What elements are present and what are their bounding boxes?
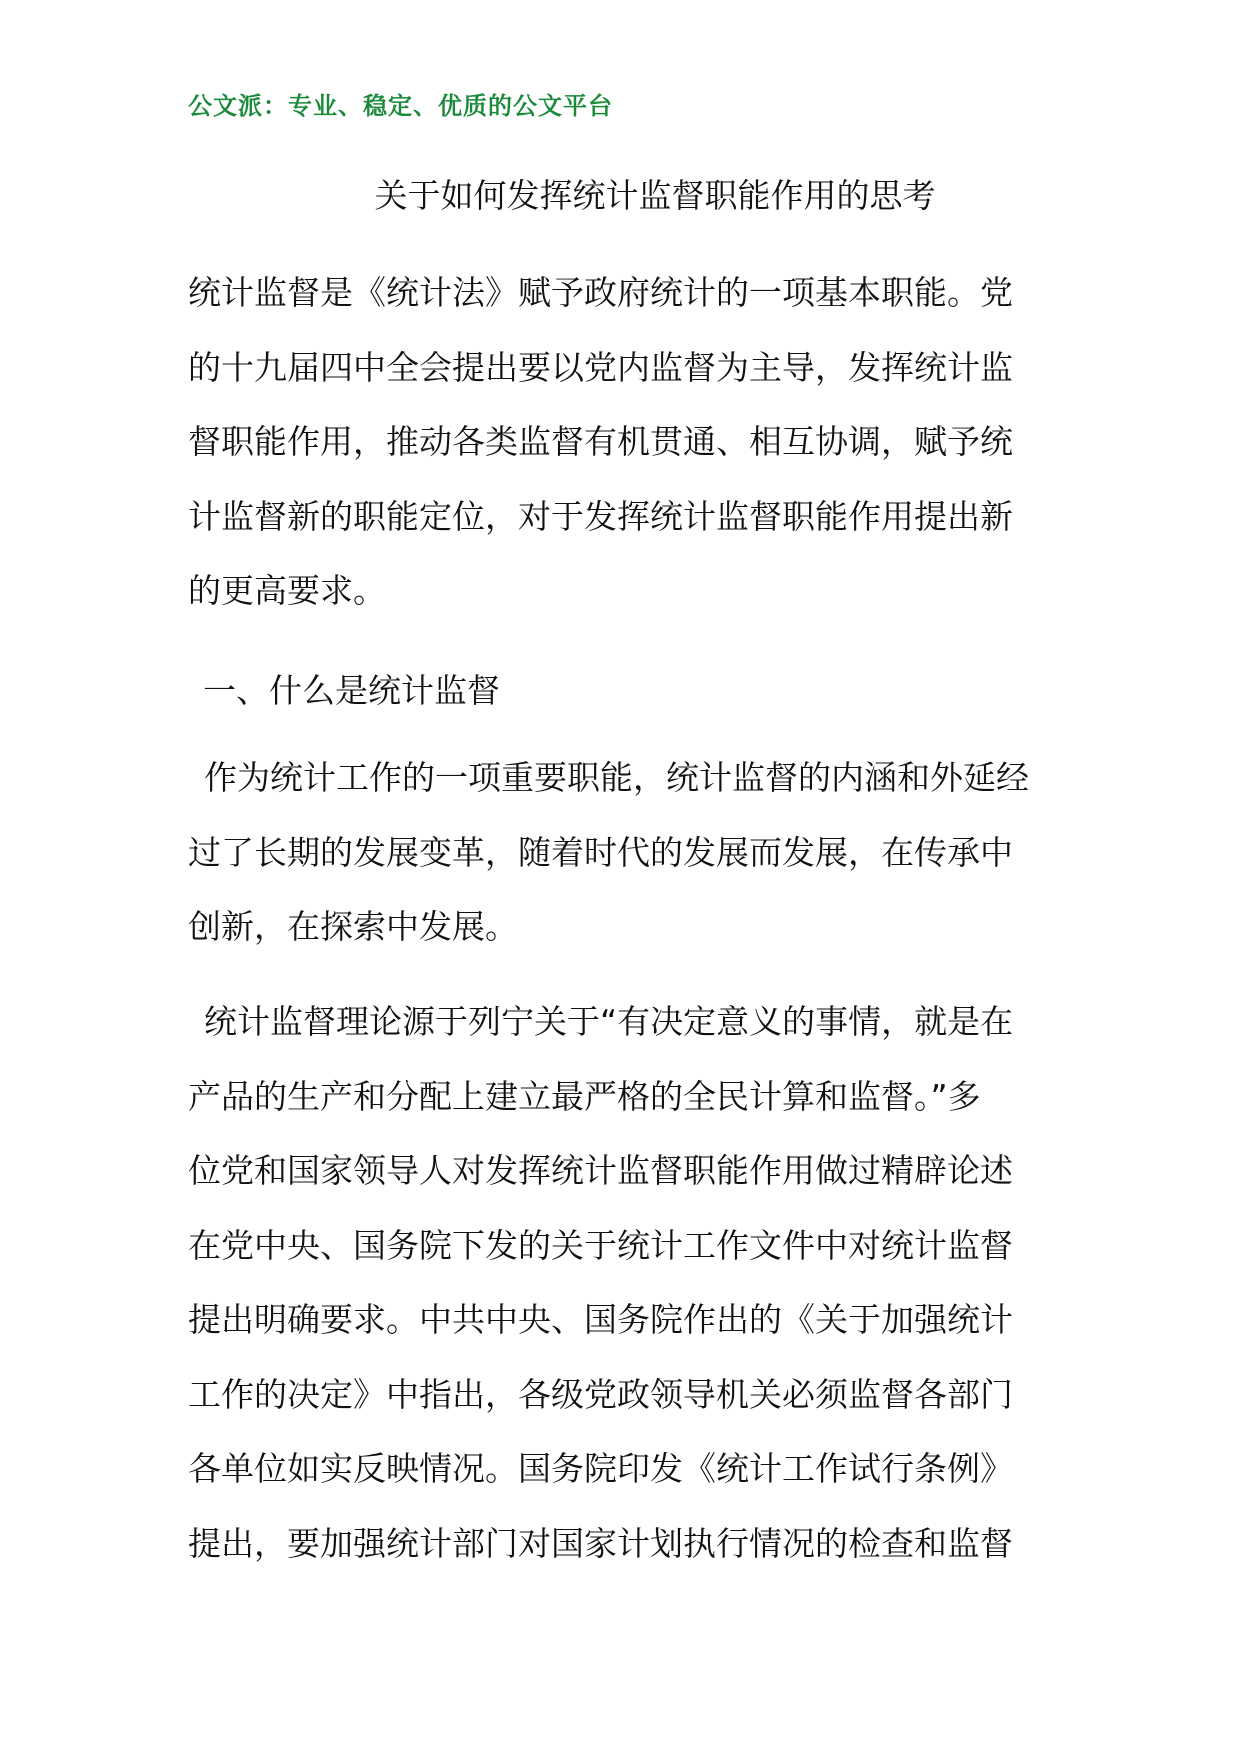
paragraph-line: 各单位如实反映情况。国务院印发《统计工作试行条例》 xyxy=(188,1449,1013,1488)
paragraph-line: 提出明确要求。中共中央、国务院作出的《关于加强统计 xyxy=(188,1300,1013,1339)
paragraph-line: 计监督新的职能定位，对于发挥统计监督职能作用提出新 xyxy=(188,496,1013,536)
paragraph-line: 在党中央、国务院下发的关于统计工作文件中对统计监督 xyxy=(188,1225,1013,1265)
paragraph-line: 提出，要加强统计部门对国家计划执行情况的检查和监督 xyxy=(188,1523,1013,1563)
paragraph-line: 过了长期的发展变革，随着时代的发展而发展，在传承中 xyxy=(188,832,1013,872)
paragraph-line: 的更高要求。 xyxy=(188,571,386,610)
paragraph-line: 作为统计工作的一项重要职能，统计监督的内涵和外延经 xyxy=(204,758,1029,797)
paragraph-line: 统计监督理论源于列宁关于“有决定意义的事情，就是在 xyxy=(204,1002,1014,1041)
paragraph-section1-b xyxy=(188,985,1058,1581)
paragraph-line: 位党和国家领导人对发挥统计监督职能作用做过精辟论述 xyxy=(188,1151,1013,1190)
paragraph-intro xyxy=(188,256,1058,629)
paragraph-line: 创新，在探索中发展。 xyxy=(188,907,518,946)
paragraph-line: 的十九届四中全会提出要以党内监督为主导，发挥统计监 xyxy=(188,347,1013,387)
document-title: 关于如何发挥统计监督职能作用的思考 xyxy=(374,176,936,215)
paragraph-line: 督职能作用，推动各类监督有机贯通、相互协调，赋予统 xyxy=(188,422,1013,461)
paragraph-line: 统计监督是《统计法》赋予政府统计的一项基本职能。党 xyxy=(188,273,1013,312)
paragraph-line: 产品的生产和分配上建立最严格的全民计算和监督。”多 xyxy=(188,1076,981,1116)
paragraph-section1-a xyxy=(188,741,1058,965)
paragraph-line: 工作的决定》中指出，各级党政领导机关必须监督各部门 xyxy=(188,1374,1013,1414)
header-banner: 公文派：专业、稳定、优质的公文平台 xyxy=(188,92,613,120)
section-heading: 一、什么是统计监督 xyxy=(203,671,500,710)
